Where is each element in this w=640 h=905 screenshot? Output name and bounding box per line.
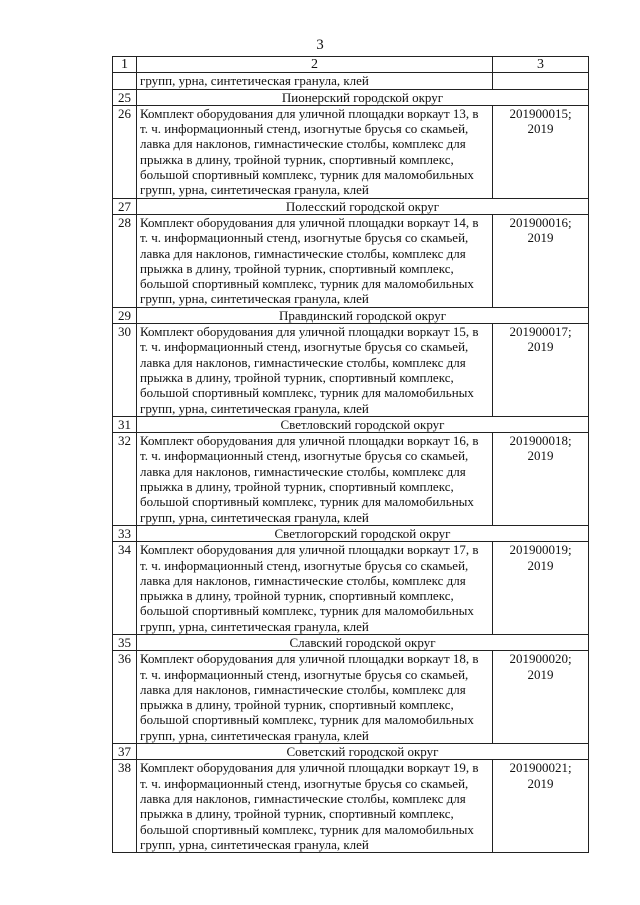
item-description-line: большой спортивный комплекс, турник для маломобильных <box>140 494 474 510</box>
district-row <box>113 198 589 214</box>
item-description-line: т. ч. информационный стенд, изогнутые брусья со скамьей, <box>140 666 469 682</box>
item-description-line: групп, урна, синтетическая гранула, клей <box>140 291 369 307</box>
item-description-line: прыжка в длину, тройной турник, спортивный комплекс, <box>140 151 454 167</box>
row-number: 31 <box>113 416 137 432</box>
row-number: 33 <box>113 525 137 541</box>
item-code <box>493 73 589 89</box>
district-name: Славский городской округ <box>137 634 589 650</box>
row-number: 36 <box>113 651 137 744</box>
item-description-line: лавка для наклонов, гимнастические столбы, комплекс для <box>140 463 466 479</box>
item-row <box>113 105 589 198</box>
row-number: 34 <box>113 542 137 635</box>
district-name: Пионерский городской округ <box>137 89 589 105</box>
item-code: 201900016; 2019 <box>493 214 589 307</box>
row-number: 35 <box>113 634 137 650</box>
header-col-2: 2 <box>137 57 493 73</box>
row-number: 30 <box>113 324 137 417</box>
district-row <box>113 525 589 541</box>
district-name: Светловский городской округ <box>137 416 589 432</box>
item-description-line: т. ч. информационный стенд, изогнутые брусья со скамьей, <box>140 448 469 464</box>
item-description-line: большой спортивный комплекс, турник для маломобильных <box>140 385 474 401</box>
header-col-1: 1 <box>113 57 137 73</box>
item-description-line: Комплект оборудования для уличной площадки воркаут 15, в <box>140 324 479 340</box>
district-name: Светлогорский городской округ <box>137 525 589 541</box>
item-description-line: групп, урна, синтетическая гранула, клей <box>140 836 369 852</box>
item-description-line: т. ч. информационный стенд, изогнутые брусья со скамьей, <box>140 557 469 573</box>
item-description-line: прыжка в длину, тройной турник, спортивный комплекс, <box>140 369 454 385</box>
item-description-line: большой спортивный комплекс, турник для маломобильных <box>140 603 474 619</box>
district-row <box>113 634 589 650</box>
continuation-row <box>113 73 589 89</box>
item-description <box>137 542 493 635</box>
item-row <box>113 542 589 635</box>
item-description-line: групп, урна, синтетическая гранула, клей <box>140 400 369 416</box>
item-description-line: т. ч. информационный стенд, изогнутые брусья со скамьей, <box>140 775 469 791</box>
item-description: групп, урна, синтетическая гранула, клей <box>137 73 493 89</box>
item-description-line: т. ч. информационный стенд, изогнутые брусья со скамьей, <box>140 339 469 355</box>
item-description <box>137 214 493 307</box>
item-description-line: групп, урна, синтетическая гранула, клей <box>140 182 369 198</box>
row-number: 25 <box>113 89 137 105</box>
district-row <box>113 89 589 105</box>
item-description-line: групп, урна, синтетическая гранула, клей <box>140 727 369 743</box>
item-description <box>137 651 493 744</box>
district-name: Правдинский городской округ <box>137 307 589 323</box>
item-description <box>137 105 493 198</box>
item-description-line: лавка для наклонов, гимнастические столбы, комплекс для <box>140 245 466 261</box>
item-description-line: лавка для наклонов, гимнастические столбы, комплекс для <box>140 136 466 152</box>
item-code: 201900017; 2019 <box>493 324 589 417</box>
item-description-line: прыжка в длину, тройной турник, спортивный комплекс, <box>140 697 454 713</box>
row-number: 27 <box>113 198 137 214</box>
inventory-table <box>112 56 589 853</box>
district-row <box>113 744 589 760</box>
item-description-line: групп, урна, синтетическая гранула, клей <box>140 509 369 525</box>
item-description-line: лавка для наклонов, гимнастические столбы, комплекс для <box>140 790 466 806</box>
item-description-line: прыжка в длину, тройной турник, спортивный комплекс, <box>140 588 454 604</box>
item-row <box>113 651 589 744</box>
item-code: 201900020; 2019 <box>493 651 589 744</box>
item-row <box>113 760 589 853</box>
item-description-line: Комплект оборудования для уличной площадки воркаут 17, в <box>140 542 479 558</box>
row-number <box>113 73 137 89</box>
item-description <box>137 760 493 853</box>
item-code: 201900018; 2019 <box>493 433 589 526</box>
item-description <box>137 324 493 417</box>
item-description-line: Комплект оборудования для уличной площадки воркаут 18, в <box>140 651 479 667</box>
item-description-line: т. ч. информационный стенд, изогнутые брусья со скамьей, <box>140 230 469 246</box>
item-description-line: прыжка в длину, тройной турник, спортивный комплекс, <box>140 806 454 822</box>
row-number: 29 <box>113 307 137 323</box>
item-description-line: большой спортивный комплекс, турник для маломобильных <box>140 167 474 183</box>
item-description-line: Комплект оборудования для уличной площадки воркаут 16, в <box>140 433 479 449</box>
item-row <box>113 214 589 307</box>
item-description-line: лавка для наклонов, гимнастические столбы, комплекс для <box>140 681 466 697</box>
item-description-line: Комплект оборудования для уличной площадки воркаут 19, в <box>140 760 479 776</box>
item-description-line: лавка для наклонов, гимнастические столбы, комплекс для <box>140 354 466 370</box>
row-number: 32 <box>113 433 137 526</box>
item-row <box>113 324 589 417</box>
item-description-line: Комплект оборудования для уличной площадки воркаут 13, в <box>140 105 479 121</box>
item-code: 201900019; 2019 <box>493 542 589 635</box>
district-name: Советский городской округ <box>137 744 589 760</box>
district-name: Полесский городской округ <box>137 198 589 214</box>
row-number: 37 <box>113 744 137 760</box>
item-description-line: групп, урна, синтетическая гранула, клей <box>140 618 369 634</box>
item-description-line: лавка для наклонов, гимнастические столбы, комплекс для <box>140 572 466 588</box>
district-row <box>113 416 589 432</box>
page-number: 3 <box>316 37 324 53</box>
item-description-line: т. ч. информационный стенд, изогнутые брусья со скамьей, <box>140 121 469 137</box>
item-description-line: большой спортивный комплекс, турник для маломобильных <box>140 821 474 837</box>
item-description-line: Комплект оборудования для уличной площадки воркаут 14, в <box>140 214 479 230</box>
row-number: 28 <box>113 214 137 307</box>
header-col-3: 3 <box>493 57 589 73</box>
item-code: 201900021; 2019 <box>493 760 589 853</box>
item-description-line: большой спортивный комплекс, турник для маломобильных <box>140 712 474 728</box>
item-code: 201900015; 2019 <box>493 105 589 198</box>
item-description-line: прыжка в длину, тройной турник, спортивный комплекс, <box>140 479 454 495</box>
item-description-line: большой спортивный комплекс, турник для маломобильных <box>140 276 474 292</box>
district-row <box>113 307 589 323</box>
item-description <box>137 433 493 526</box>
item-description-line: прыжка в длину, тройной турник, спортивный комплекс, <box>140 260 454 276</box>
row-number: 26 <box>113 105 137 198</box>
row-number: 38 <box>113 760 137 853</box>
item-row <box>113 433 589 526</box>
header-row <box>113 57 589 73</box>
